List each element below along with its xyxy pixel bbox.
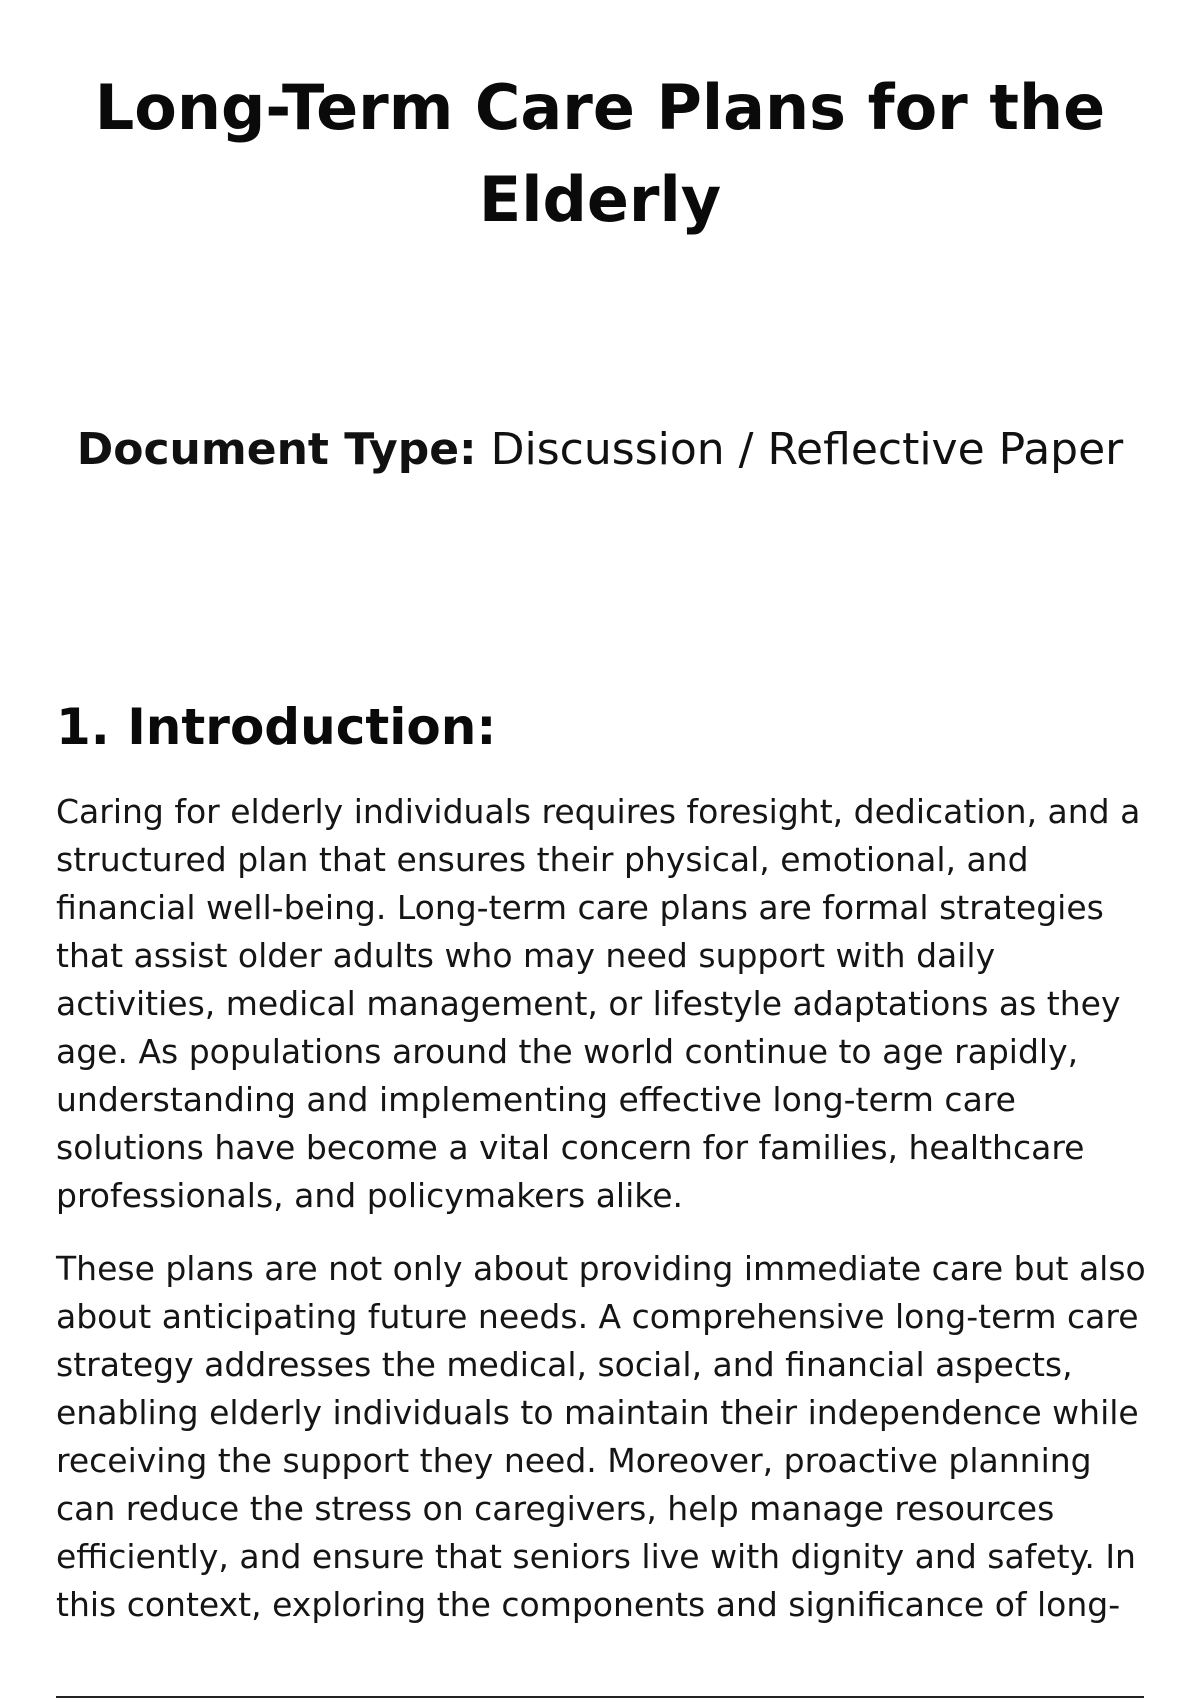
- text-line: strategy addresses the medical, social, and financial aspects,: [56, 1345, 1073, 1384]
- section-heading: 1. Introduction:: [56, 698, 497, 756]
- text-line: understanding and implementing effective long-term care: [56, 1080, 1016, 1119]
- text-line: activities, medical management, or lifestyle adaptations as they: [56, 984, 1121, 1023]
- title-line: Elderly: [478, 163, 722, 236]
- paragraph: [56, 1245, 1156, 1629]
- document-type: [40, 420, 1160, 480]
- document-title: [80, 62, 1120, 246]
- text-line: financial well-being. Long-term care plans are formal strategies: [56, 888, 1104, 927]
- text-line: that assist older adults who may need support with daily: [56, 936, 996, 975]
- text-line: solutions have become a vital concern for families, healthcare: [56, 1128, 1085, 1167]
- text-line: age. As populations around the world continue to age rapidly,: [56, 1032, 1079, 1071]
- section-body: [56, 788, 1156, 1654]
- text-line: professionals, and policymakers alike.: [56, 1176, 683, 1215]
- title-line: Long-Term Care Plans for the: [94, 71, 1106, 144]
- text-line: about anticipating future needs. A comprehensive long-term care: [56, 1297, 1139, 1336]
- text-line: enabling elderly individuals to maintain their independence while: [56, 1393, 1139, 1432]
- text-line: structured plan that ensures their physical, emotional, and: [56, 840, 1029, 879]
- text-line: These plans are not only about providing immediate care but also: [56, 1249, 1146, 1288]
- text-line: can reduce the stress on caregivers, help manage resources: [56, 1489, 1055, 1528]
- text-line: receiving the support they need. Moreover, proactive planning: [56, 1441, 1092, 1480]
- document-type-value: Discussion / Reflective Paper: [490, 424, 1124, 475]
- text-line: this context, exploring the components and significance of long-: [56, 1585, 1121, 1624]
- text-line: efficiently, and ensure that seniors live with dignity and safety. In: [56, 1537, 1136, 1576]
- document-type-label: Document Type:: [76, 424, 477, 475]
- page-bottom-rule: [56, 1696, 1144, 1698]
- text-line: Caring for elderly individuals requires foresight, dedication, and a: [56, 792, 1141, 831]
- paragraph: [56, 788, 1156, 1220]
